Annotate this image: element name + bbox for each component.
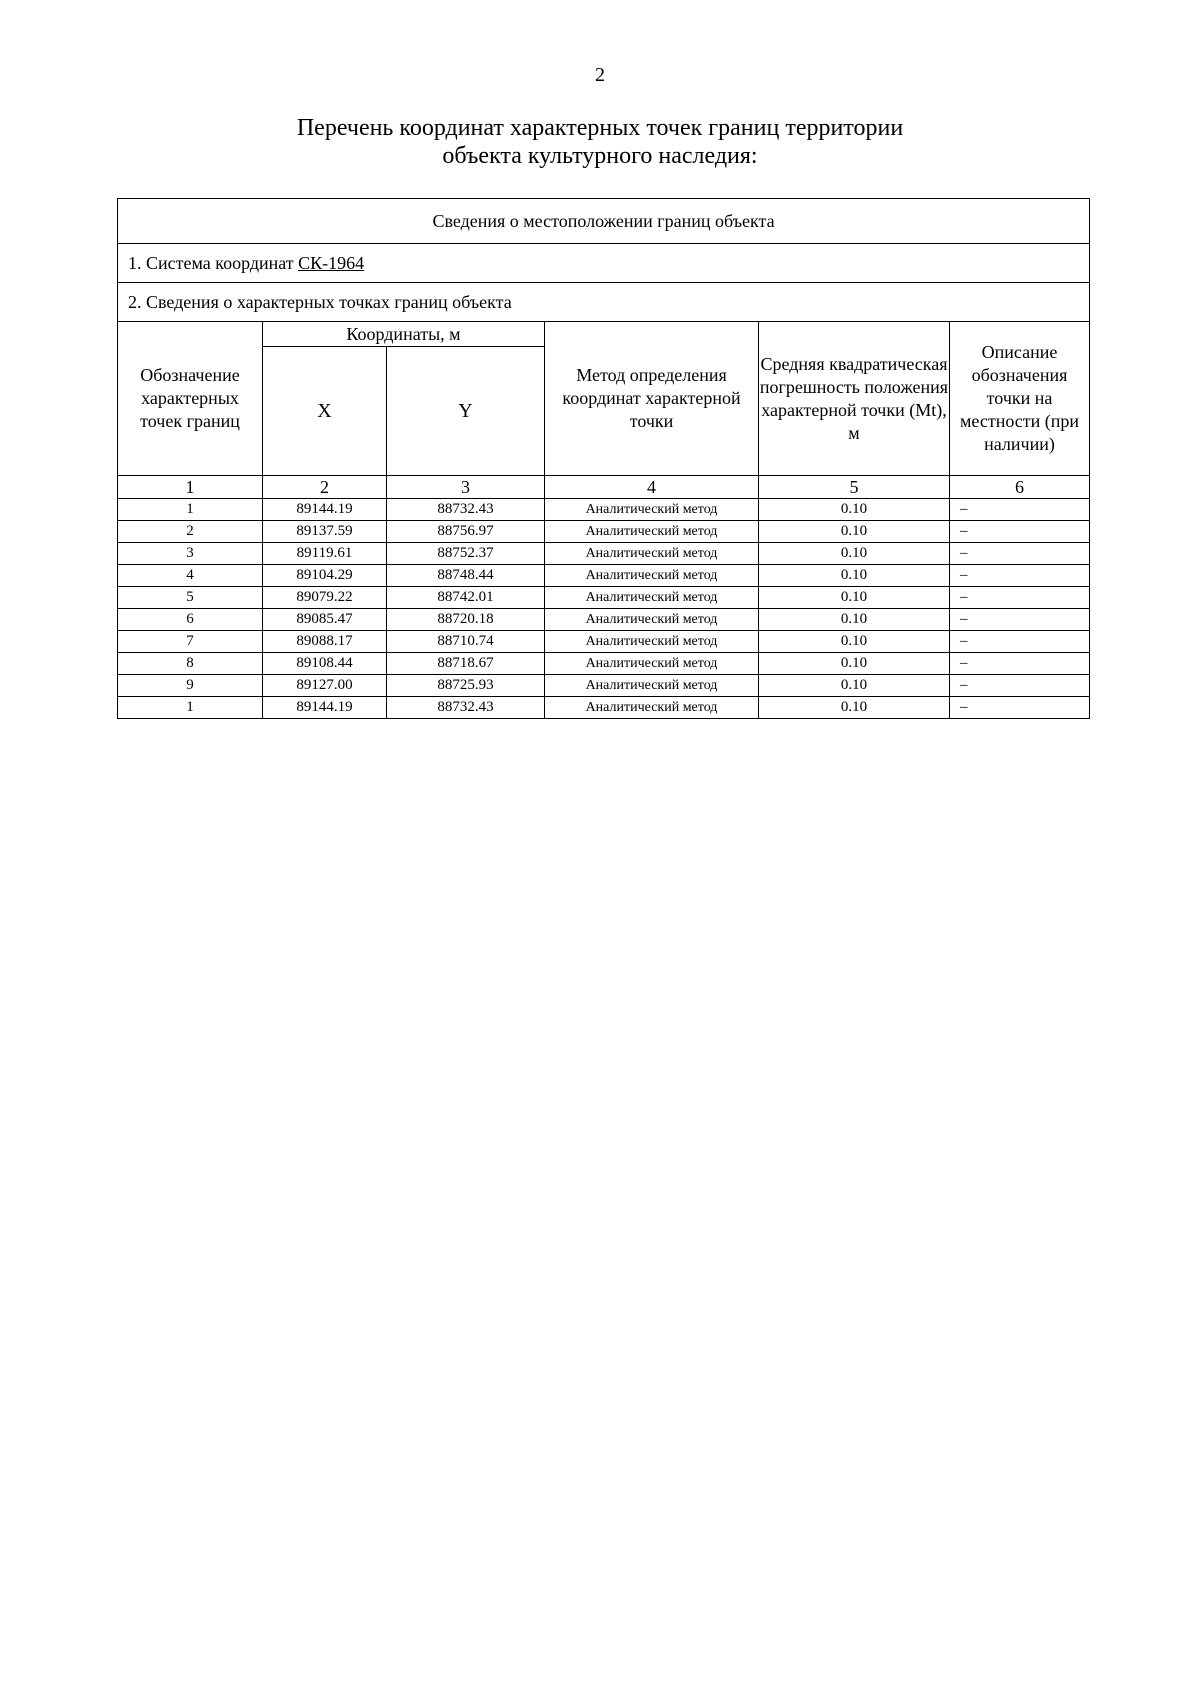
accuracy-cell: 0.10: [759, 653, 950, 675]
point-cell: 7: [118, 631, 263, 653]
method-cell: Аналитический метод: [545, 565, 759, 587]
x-cell: 89079.22: [263, 587, 387, 609]
column-number: 5: [759, 476, 950, 499]
description-cell: –: [950, 543, 1090, 565]
table-row: [118, 697, 1090, 719]
description-cell: –: [950, 587, 1090, 609]
table-row: [118, 587, 1090, 609]
point-cell: 1: [118, 697, 263, 719]
y-cell: 88732.43: [387, 499, 545, 521]
y-cell: 88710.74: [387, 631, 545, 653]
column-number: 2: [263, 476, 387, 499]
points-header: 2. Сведения о характерных точках границ объекта: [118, 283, 1090, 322]
point-cell: 9: [118, 675, 263, 697]
coord-system-row: [118, 244, 1090, 283]
table-row: [118, 631, 1090, 653]
x-cell: 89104.29: [263, 565, 387, 587]
y-cell: 88756.97: [387, 521, 545, 543]
column-header-x: X: [263, 347, 387, 476]
y-cell: 88742.01: [387, 587, 545, 609]
method-cell: Аналитический метод: [545, 631, 759, 653]
accuracy-cell: 0.10: [759, 565, 950, 587]
coord-system-cell: [118, 244, 1090, 283]
accuracy-cell: 0.10: [759, 631, 950, 653]
description-cell: –: [950, 565, 1090, 587]
method-cell: Аналитический метод: [545, 499, 759, 521]
accuracy-cell: 0.10: [759, 587, 950, 609]
point-cell: 3: [118, 543, 263, 565]
method-cell: Аналитический метод: [545, 609, 759, 631]
y-cell: 88718.67: [387, 653, 545, 675]
description-cell: –: [950, 499, 1090, 521]
x-cell: 89144.19: [263, 697, 387, 719]
method-cell: Аналитический метод: [545, 543, 759, 565]
table-row: [118, 521, 1090, 543]
column-header-method: Метод определения координат характерной точки: [545, 322, 759, 476]
x-cell: 89088.17: [263, 631, 387, 653]
y-cell: 88748.44: [387, 565, 545, 587]
x-cell: 89127.00: [263, 675, 387, 697]
y-cell: 88725.93: [387, 675, 545, 697]
column-number: 6: [950, 476, 1090, 499]
description-cell: –: [950, 697, 1090, 719]
accuracy-cell: 0.10: [759, 499, 950, 521]
x-cell: 89108.44: [263, 653, 387, 675]
y-cell: 88732.43: [387, 697, 545, 719]
column-number: 1: [118, 476, 263, 499]
table-row: [118, 543, 1090, 565]
section-header-row: [118, 199, 1090, 244]
method-cell: Аналитический метод: [545, 587, 759, 609]
y-cell: 88752.37: [387, 543, 545, 565]
document-title-line-1: Перечень координат характерных точек границ территории: [296, 115, 904, 141]
description-cell: –: [950, 653, 1090, 675]
column-header-row-1: [118, 322, 1090, 347]
point-cell: 2: [118, 521, 263, 543]
x-cell: 89144.19: [263, 499, 387, 521]
point-cell: 4: [118, 565, 263, 587]
accuracy-cell: 0.10: [759, 521, 950, 543]
document-title-line-2: объекта культурного наследия:: [442, 143, 758, 169]
method-cell: Аналитический метод: [545, 697, 759, 719]
coordinates-table-body: [118, 499, 1090, 719]
table-row: [118, 653, 1090, 675]
accuracy-cell: 0.10: [759, 675, 950, 697]
column-number-row: [118, 476, 1090, 499]
method-cell: Аналитический метод: [545, 653, 759, 675]
x-cell: 89119.61: [263, 543, 387, 565]
table-row: [118, 499, 1090, 521]
description-cell: –: [950, 521, 1090, 543]
method-cell: Аналитический метод: [545, 675, 759, 697]
section-header: Сведения о местоположении границ объекта: [118, 199, 1090, 244]
point-cell: 6: [118, 609, 263, 631]
x-cell: 89137.59: [263, 521, 387, 543]
point-cell: 8: [118, 653, 263, 675]
document-title: [0, 114, 1200, 170]
coordinates-table: [117, 198, 1090, 719]
point-cell: 1: [118, 499, 263, 521]
accuracy-cell: 0.10: [759, 697, 950, 719]
column-header-coords-group: Координаты, м: [263, 322, 545, 347]
description-cell: –: [950, 675, 1090, 697]
coord-system-value: СК-1964: [298, 252, 365, 273]
column-number: 3: [387, 476, 545, 499]
x-cell: 89085.47: [263, 609, 387, 631]
column-header-point: Обозначение характерных точек границ: [118, 322, 263, 476]
table-row: [118, 565, 1090, 587]
accuracy-cell: 0.10: [759, 543, 950, 565]
column-header-y: Y: [387, 347, 545, 476]
column-number: 4: [545, 476, 759, 499]
accuracy-cell: 0.10: [759, 609, 950, 631]
method-cell: Аналитический метод: [545, 521, 759, 543]
table-row: [118, 609, 1090, 631]
column-header-accuracy: Средняя квадратическая погрешность положения характерной точки (Mt), м: [759, 322, 950, 476]
page-number: 2: [595, 64, 605, 86]
points-header-row: [118, 283, 1090, 322]
description-cell: –: [950, 609, 1090, 631]
table-row: [118, 675, 1090, 697]
point-cell: 5: [118, 587, 263, 609]
coord-system-prefix: 1. Система координат: [128, 252, 299, 273]
y-cell: 88720.18: [387, 609, 545, 631]
description-cell: –: [950, 631, 1090, 653]
column-header-description: Описание обозначения точки на местности (при наличии): [950, 322, 1090, 476]
